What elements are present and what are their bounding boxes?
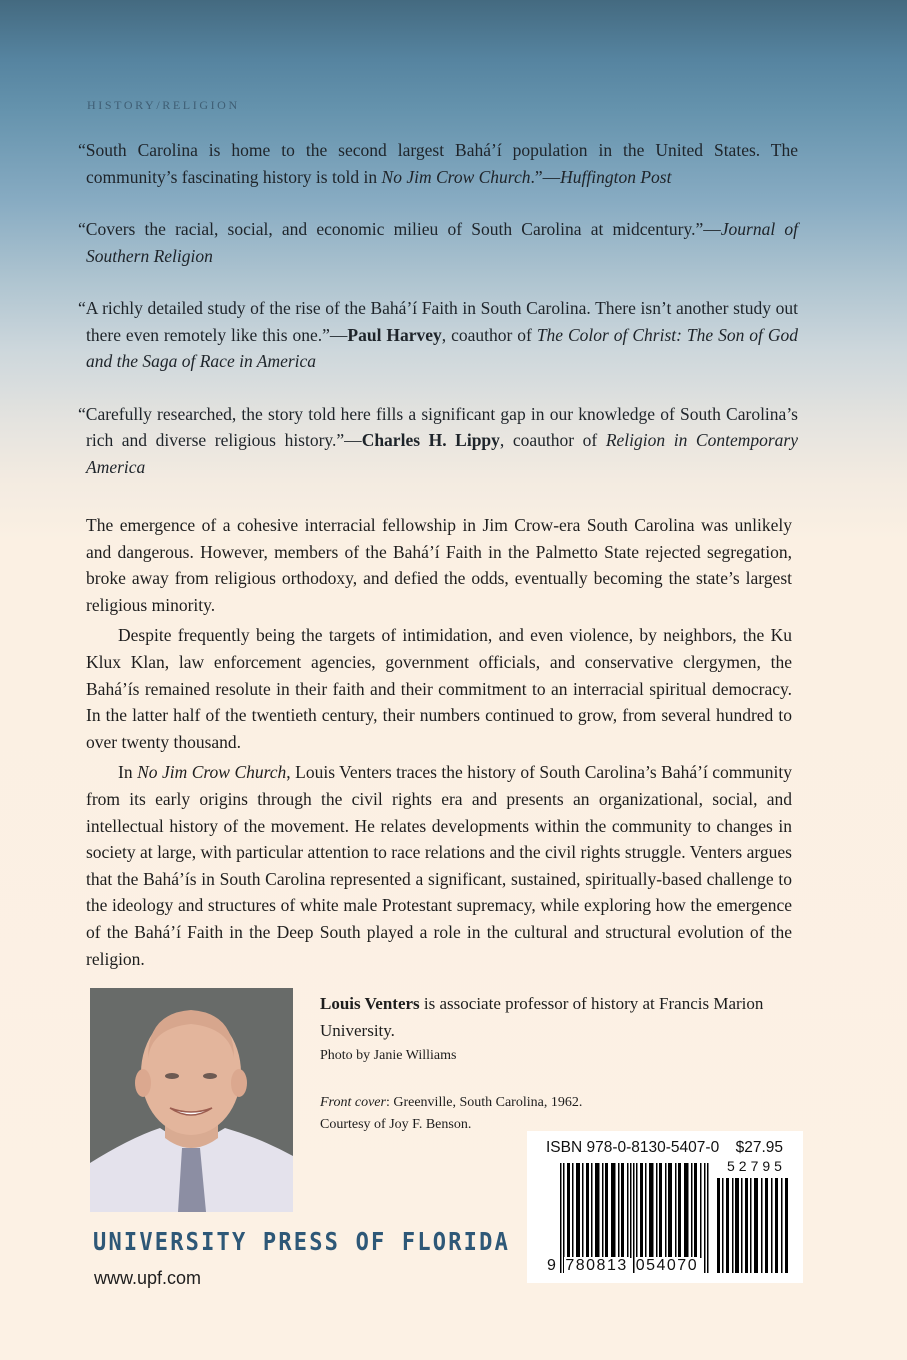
endorsement-journal (78, 216, 798, 269)
quote-closing: .”— (530, 166, 561, 187)
p3-rest: , Louis Venters traces the history of South Carolina’s Bahá’í community from its early origins through the civil rights era and presents an organizational, social, and intellectual history of the movement. He relates developments within the community to changes in society at large, with particular attention to race relations and the civil rights struggle. Venters argues that the Bahá’ís in South Carolina represented a significant, sustained, spiritually-based challenge to the ideology and structures of white male Protestant supremacy, while exploring how the emergence of the Bahá’í Faith in the Deep South played a role in the cultural and structural evolution of the religion. (86, 762, 792, 969)
cover-courtesy: Courtesy of Joy F. Benson. (320, 1117, 472, 1132)
book-description (86, 512, 792, 972)
quote-text: “A richly detailed study of the rise of the Bahá’í Faith in South Carolina. There isn’t another study out there even remotely like this one.”— (78, 298, 798, 345)
ean-right-group: 054070 (635, 1257, 699, 1274)
isbn-barcode (527, 1131, 803, 1283)
bio-text (320, 990, 770, 1044)
addon-code: 52795 (727, 1158, 786, 1174)
p3-lead: In (118, 762, 138, 783)
author-portrait-icon (90, 988, 293, 1212)
ean-first-digit: 9 (547, 1257, 558, 1274)
endorsement-lippy (78, 401, 798, 481)
cover-label: Front cover (320, 1095, 386, 1110)
publisher-website[interactable]: www.upf.com (94, 1268, 202, 1288)
quote-author: Paul Harvey (347, 324, 442, 345)
quote-text: “Carefully researched, the story told here fills a significant gap in our knowledge of South Carolina’s rich and diverse religious history.”— (78, 403, 798, 450)
category-label: HISTORY/RELIGION (87, 98, 240, 112)
author-name: Louis Venters (320, 994, 420, 1013)
quote-text: “Covers the racial, social, and economic milieu of South Carolina at midcentury.”— (78, 219, 721, 239)
isbn-number: ISBN 978-0-8130-5407-0 (546, 1139, 720, 1156)
price: $27.95 (735, 1139, 783, 1156)
endorsements (78, 137, 798, 480)
quote-book: The Color of Christ: The Son of God and the Saga of Race in America (86, 324, 798, 371)
endorsement-huffington (78, 137, 798, 190)
description-paragraph-2: Despite frequently being the targets of intimidation, and even violence, by neighbors, the Ku Klux Klan, law enforcement agencies, government officials, and conservative clergymen, the Bahá’ís remained resolute in their faith and their commitment to an interracial spiritual democracy. In the latter half of the twentieth century, their numbers continued to grow, from several hundred to over twenty thousand. (86, 625, 792, 752)
quote-book: Religion in Contemporary America (86, 430, 798, 477)
quote-role: , coauthor of (441, 324, 537, 345)
publisher-logo: UNIVERSITY PRESS OF FLORIDA (93, 1228, 511, 1257)
ean-left-group: 780813 (565, 1257, 628, 1274)
quote-text: “South Carolina is home to the second largest Bahá’í population in the United States. The community’s fascinating history is told in (78, 140, 798, 187)
author-bio (320, 990, 770, 1136)
quote-source: Huffington Post (560, 166, 672, 187)
photo-credit: Photo by Janie Williams (320, 1048, 457, 1063)
cover-text: : Greenville, South Carolina, 1962. (385, 1095, 583, 1110)
book-title: No Jim Crow Church (137, 762, 287, 783)
description-paragraph-3 (86, 759, 792, 972)
endorsement-harvey (78, 295, 798, 375)
quote-role: , coauthor of (499, 430, 606, 450)
ean-digits (546, 1257, 699, 1275)
description-paragraph-1: The emergence of a cohesive interracial fellowship in Jim Crow-era South Carolina was unlikely and dangerous. However, members of the Bahá’í Faith in the Palmetto State rejected segregation, broke away from religious orthodoxy, and defied the odds, eventually becoming the state’s largest religious minority. (86, 515, 792, 615)
author-description: is associate professor of history at Francis Marion University. (320, 994, 764, 1040)
price-addon-barcode-icon (717, 1178, 791, 1273)
cover-credit (320, 1092, 770, 1136)
book-title: No Jim Crow Church (381, 166, 531, 187)
author-photo (90, 988, 293, 1212)
quote-author: Charles H. Lippy (361, 430, 500, 450)
quote-source: Journal of Southern Religion (86, 219, 798, 266)
